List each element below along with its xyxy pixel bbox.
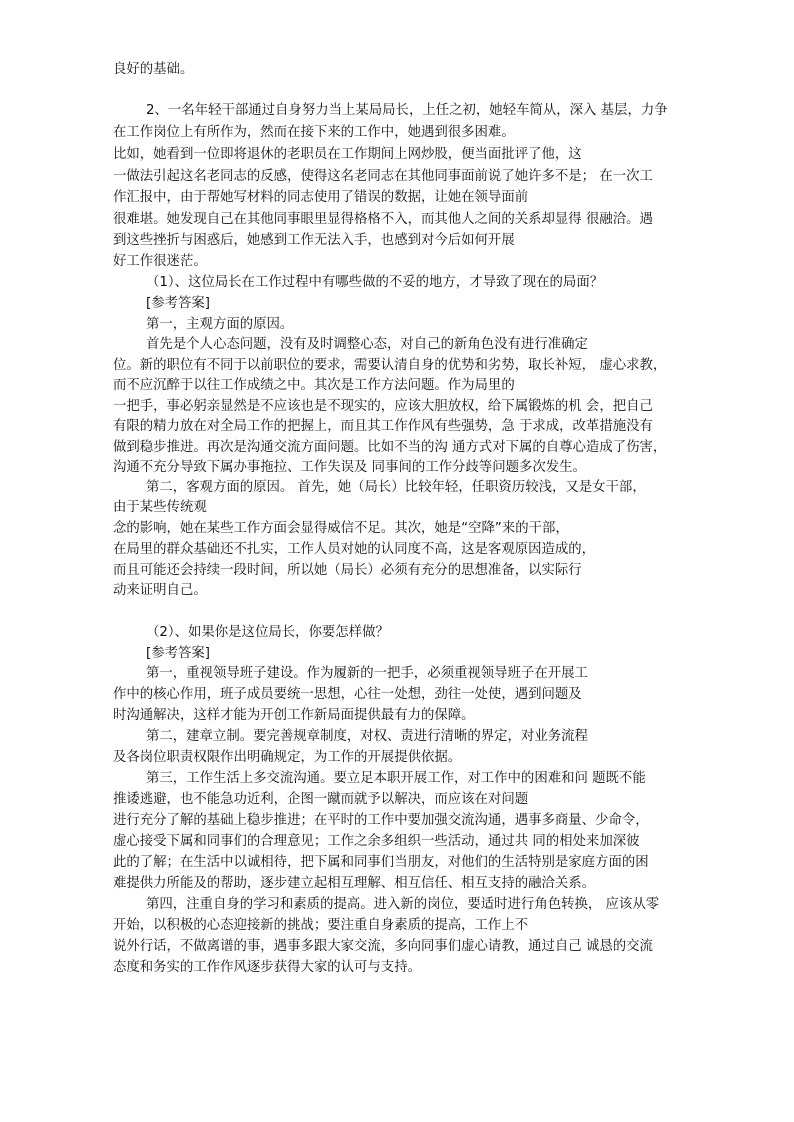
text-line: 动来证明自己。 [113, 583, 207, 598]
text-line: 良好的基础。 [113, 62, 194, 77]
text-line: 作汇报中，由于帮她写材料的同志使用了错误的数据，让她在领导面前 [113, 190, 529, 205]
text-line: 比如，她看到一位即将退休的老职员在工作期间上网炒股，便当面批评了他，这 [113, 147, 582, 162]
text-line: 一做法引起这名老同志的反感，使得这名老同志在其他同事面前说了她许多不是； 在一次工 [113, 169, 653, 184]
text-line: 首先是个人心态问题，没有及时调整心态，对自己的新角色没有进行准确定 [146, 337, 588, 352]
text-line: 时沟通解决，这样才能为开创工作新局面提供最有力的保障。 [113, 708, 475, 723]
text-line: 2、一名年轻干部通过自身努力当上某局局长，上任之初，她轻车简从，深入 基层，力争 [146, 103, 668, 118]
text-line: 很难堪。她发现自己在其他同事眼里显得格格不入，而其他人之间的关系却显得 很融洽。遇 [113, 212, 653, 227]
text-line: 进行充分了解的基础上稳步推进；在平时的工作中要加强交流沟通，遇事多商量、少命令， [113, 813, 649, 828]
text-line: 沟通不充分导致下属办事拖拉、工作失误及 同事间的工作分歧等问题多次发生。 [113, 460, 586, 475]
question-heading: （2）、如果你是这位局长，你要怎样做？ [146, 625, 389, 640]
text-line: 由于某些传统观 [113, 500, 207, 515]
text-line: 及各岗位职责权限作出明确规定，为工作的开展提供依据。 [113, 750, 462, 765]
text-line: 态度和务实的工作作风逐步获得大家的认可与支持。 [113, 960, 421, 975]
text-line: 好工作很迷茫。 [113, 254, 207, 269]
text-line: 第四，注重自身的学习和素质的提高。进入新的岗位，要适时进行角色转换， 应该从零 [146, 897, 660, 912]
text-line: 第二，建章立制。要完善规章制度，对权、责进行清晰的界定，对业务流程 [146, 729, 588, 744]
text-line: 到这些挫折与困惑后，她感到工作无法入手，也感到对今后如何开展 [113, 233, 515, 248]
text-line: 做到稳步推进。再次是沟通交流方面问题。比如不当的沟 通方式对下属的自尊心造成了伤害， [113, 440, 667, 455]
text-line: 此的了解；在生活中以诚相待，把下属和同事们当朋友，对他们的生活特别是家庭方面的困 [113, 855, 649, 870]
text-line: 而且可能还会持续一段时间，所以她（局长）必须有充分的思想准备，以实际行 [113, 563, 582, 578]
text-line: 第一，主观方面的原因。 [146, 317, 294, 332]
text-line: 第一，重视领导班子建设。作为履新的一把手，必须重视领导班子在开展工 [146, 666, 588, 681]
text-line: 有限的精力放在对全局工作的把握上，而且其工作作风有些强势，急 于求成，改革措施没有 [113, 419, 653, 434]
text-line: 在局里的群众基础还不扎实，工作人员对她的认同度不高，这是客观原因造成的， [113, 542, 596, 557]
text-line: 虚心接受下属和同事们的合理意见；工作之余多组织一些活动，通过共 同的相处来加深彼 [113, 834, 640, 849]
text-line: 第三，工作生活上多交流沟通。要立足本职开展工作，对工作中的困难和问 题既不能 [146, 771, 646, 786]
text-line: 作中的核心作用，班子成员要统一思想，心往一处想，劲往一处使，遇到问题及 [113, 687, 582, 702]
text-line: 说外行话，不做离谱的事，遇事多跟大家交流，多向同事们虚心请教，通过自己 诚恳的交流 [113, 939, 653, 954]
text-line: 一把手，事必躬亲显然是不应该也是不现实的，应该大胆放权，给下属锻炼的机 会，把自己 [113, 399, 653, 414]
answer-label: [参考答案] [146, 296, 211, 311]
text-line: 位。新的职位有不同于以前职位的要求，需要认清自身的优势和劣势，取长补短， 虚心求教， [113, 358, 667, 373]
text-line: 第二，客观方面的原因。 首先，她（局长）比较年轻，任职资历较浅，又是女干部， [146, 480, 646, 495]
text-line: 难提供力所能及的帮助，逐步建立起相互理解、相互信任、相互支持的融洽关系。 [113, 876, 596, 891]
text-line: 而不应沉醉于以往工作成绩之中。其次是工作方法问题。作为局里的 [113, 378, 515, 393]
answer-label: [参考答案] [146, 646, 211, 661]
text-line: 在工作岗位上有所作为，然而在接下来的工作中，她遇到很多困难。 [113, 125, 515, 140]
text-line: 推诿逃避，也不能急功近利，企图一蹴而就予以解决，而应该在对问题 [113, 792, 529, 807]
question-heading: （1）、这位局长在工作过程中有哪些做的不妥的地方，才导致了现在的局面？ [146, 275, 604, 290]
text-line: 念的影响，她在某些工作方面会显得威信不足。其次，她是“空降”来的干部， [113, 521, 569, 536]
text-line: 开始，以积极的心态迎接新的挑战；要注重自身素质的提高，工作上不 [113, 918, 529, 933]
